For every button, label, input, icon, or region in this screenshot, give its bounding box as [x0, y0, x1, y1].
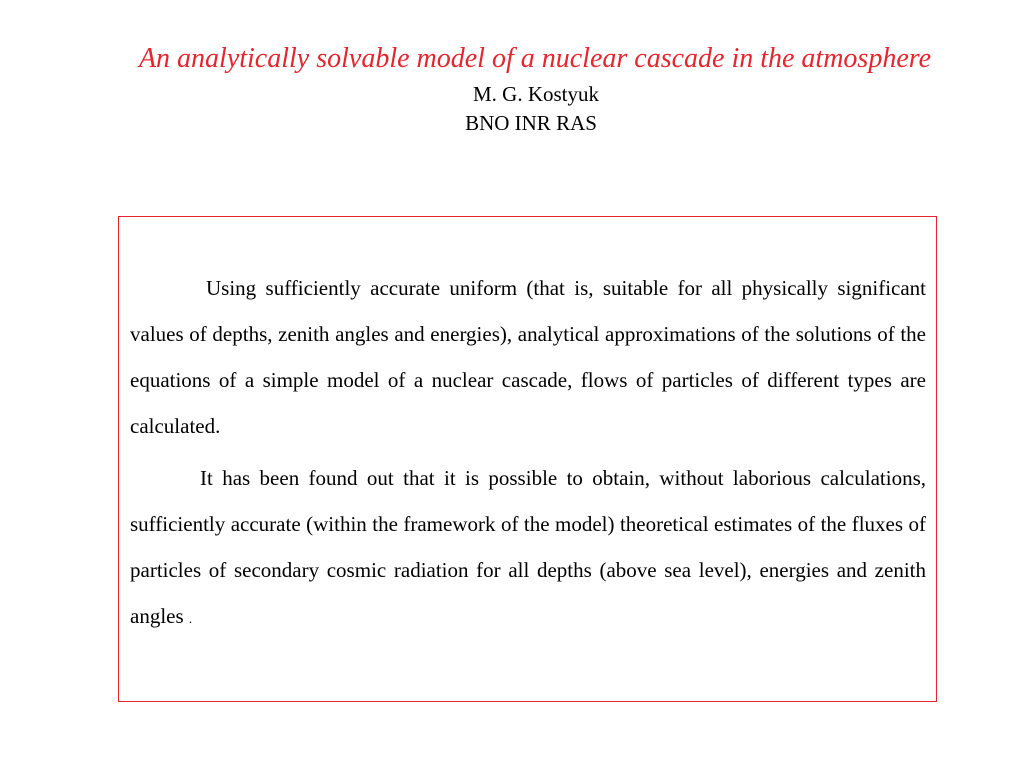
abstract-text: [130, 265, 926, 642]
author-affiliation: BNO INR RAS: [465, 111, 597, 135]
abstract-paragraph-2: [130, 455, 926, 642]
abstract-paragraph-1: Using sufficiently accurate uniform (that is, suitable for all physically significant values of depths, zenith angles and energies), analytical approximations of the solutions of the equations of a simple model of a nuclear cascade, flows of particles of different types are calculated.: [130, 276, 926, 438]
slide-title: An analytically solvable model of a nuclear cascade in the atmosphere: [138, 43, 932, 74]
trailing-period: .: [188, 611, 193, 626]
author-name: M. G. Kostyuk: [472, 82, 599, 106]
abstract-paragraph-2-text: It has been found out that it is possible to obtain, without laborious calculations, sufficiently accurate (within the framework of the model) theoretical estimates of the fluxes of particles of secondary cosmic radiation for all depths (above sea level), energies and zenith angles: [130, 466, 926, 628]
slide-header: [100, 38, 970, 138]
abstract-box: [118, 216, 937, 702]
